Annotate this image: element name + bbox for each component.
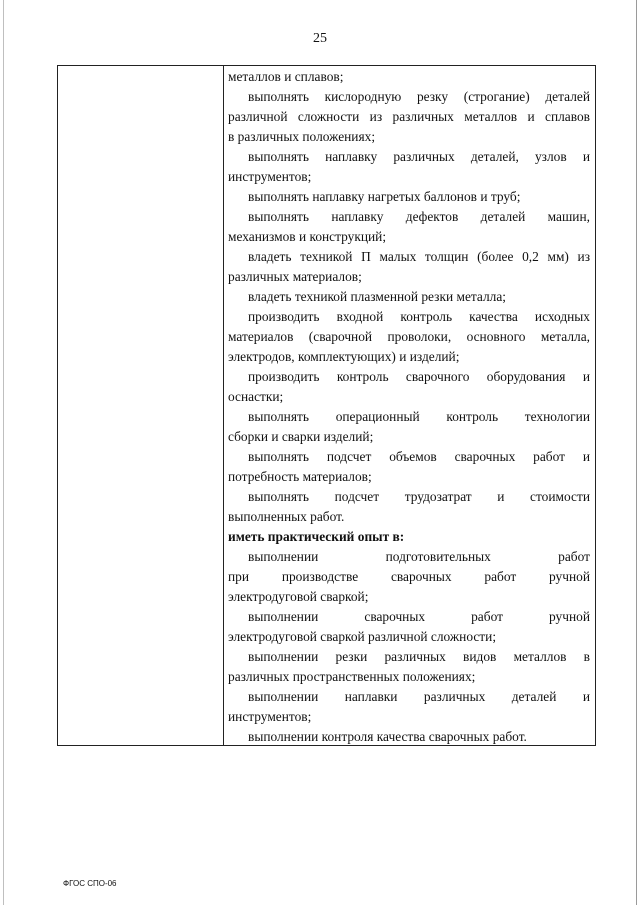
text-line: выполнять наплавку различных деталей, узлов и [248, 149, 590, 164]
table-left-column [58, 66, 224, 745]
section-heading: иметь практический опыт в: [228, 529, 405, 544]
text-line: выполнять операционный контроль технологии [248, 409, 590, 424]
text-line: выполнять подсчет трудозатрат и стоимости [248, 489, 590, 504]
text-line: владеть техникой П малых толщин (более 0,2 мм) из [248, 249, 590, 264]
text-line: выполнять подсчет объемов сварочных работ и [248, 449, 590, 464]
text-line: в различных положениях; [228, 129, 376, 144]
text-line: потребность материалов; [228, 469, 372, 484]
text-line: при производстве сварочных работ ручной [228, 569, 590, 584]
text-line: выполнении подготовительных работ [248, 549, 590, 564]
table-right-column [228, 67, 590, 747]
text-line: электродуговой сваркой; [228, 589, 369, 604]
text-line: электродуговой сваркой различной сложности; [228, 629, 497, 644]
scan-left-edge [3, 0, 4, 905]
scan-right-edge [636, 0, 637, 905]
text-line: выполнять наплавку дефектов деталей машин, [248, 209, 590, 224]
text-line: выполнении наплавки различных деталей и [248, 689, 590, 704]
text-line: металлов и сплавов; [228, 69, 344, 84]
text-line: различных пространственных положениях; [228, 669, 476, 684]
footer-label: ФГОС СПО-06 [63, 879, 117, 888]
text-line: выполнении резки различных видов металлов в [248, 649, 590, 664]
text-line: владеть техникой плазменной резки металла; [248, 289, 506, 304]
text-line: выполнять кислородную резку (строгание) деталей [248, 89, 590, 104]
text-line: выполнять наплавку нагретых баллонов и труб; [248, 189, 521, 204]
text-line: оснастки; [228, 389, 284, 404]
text-line: инструментов; [228, 169, 312, 184]
text-line: различной сложности из различных металлов и сплавов [228, 109, 590, 124]
text-line: различных материалов; [228, 269, 362, 284]
content-table [57, 65, 596, 746]
text-line: инструментов; [228, 709, 312, 724]
text-line: механизмов и конструкций; [228, 229, 387, 244]
text-line: выполнении сварочных работ ручной [248, 609, 590, 624]
text-line: выполнении контроля качества сварочных работ. [248, 729, 527, 744]
page-number: 25 [313, 31, 327, 46]
text-line: выполненных работ. [228, 509, 345, 524]
text-line: производить контроль сварочного оборудования и [248, 369, 590, 384]
text-line: материалов (сварочной проволоки, основного металла, [228, 329, 590, 344]
text-line: электродов, комплектующих) и изделий; [228, 349, 460, 364]
text-line: сборки и сварки изделий; [228, 429, 374, 444]
text-line: производить входной контроль качества исходных [248, 309, 590, 324]
